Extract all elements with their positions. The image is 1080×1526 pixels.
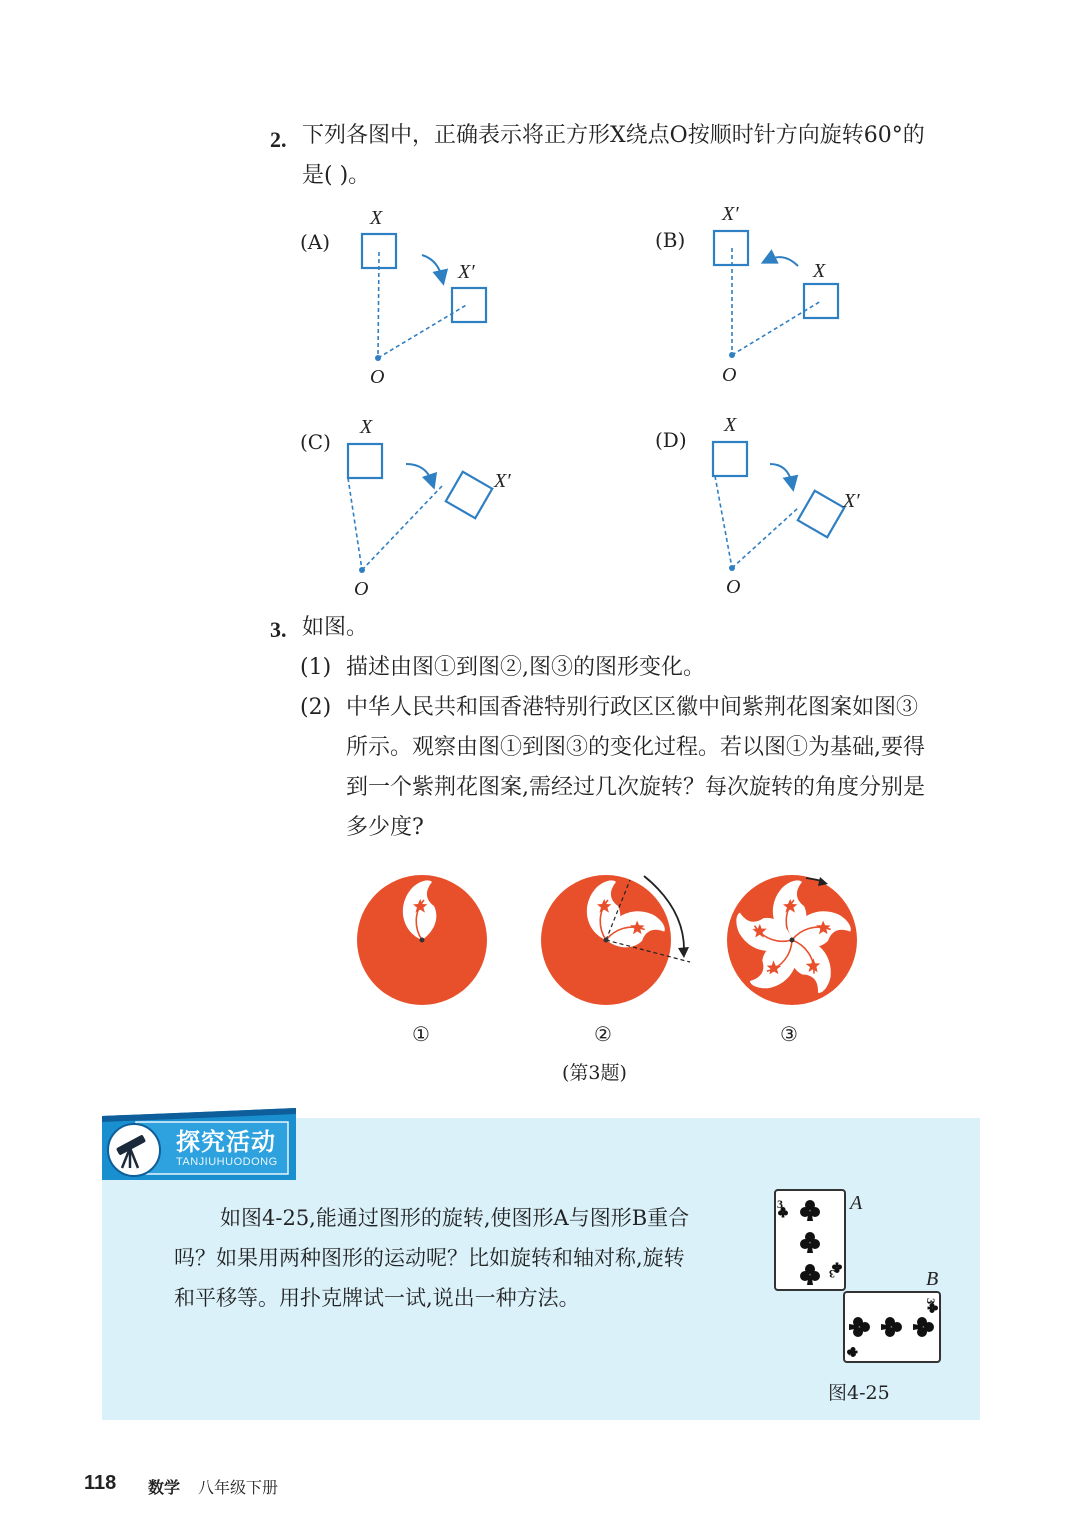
figure-3-circle [727,875,857,1005]
option-b-diagram [690,200,880,390]
figure-2-circle [541,875,690,1005]
rotation-arrow [406,464,432,482]
footer-subject: 数学 [148,1478,181,1497]
footer-grade: 八年级下册 [198,1478,279,1497]
card-b-rank-top: 3 [924,1298,938,1304]
q3-number: 3. [270,617,287,642]
q3-intro: 如图。 [302,615,369,640]
b-x-label: X [813,260,826,282]
b-xprime-label: X′ [722,203,739,225]
card-a-label: A [850,1192,863,1214]
activity-line1: 如图4-25,能通过图形的旋转,使图形A与图形B重合 [220,1206,690,1230]
q3-sub2-line2: 所示。观察由图①到图③的变化过程。若以图①为基础,要得 [346,735,925,760]
square-x-prime [714,231,748,265]
figure-caption: 图4-25 [828,1382,890,1404]
figure-2-label: ② [594,1022,612,1046]
d-o-label: O [726,576,741,598]
d-xprime-label: X′ [843,490,860,512]
card-b-rank-bottom: 3 [845,1350,859,1356]
option-c-label: (C) [300,430,331,454]
rotation-arrow [422,255,442,278]
q2-number: 2. [270,127,287,152]
q2-text-line2: 是( )。 [302,163,371,188]
activity-line2: 吗？如果用两种图形的运动呢？比如旋转和轴对称,旋转 [174,1246,685,1270]
option-a-label: (A) [300,230,331,254]
d-x-label: X [724,414,737,436]
point-o [359,567,365,573]
q3-caption: (第3题) [562,1062,627,1084]
option-b-label: (B) [655,228,686,252]
point-o [729,565,735,571]
activity-line3: 和平移等。用扑克牌试一试,说出一种方法。 [174,1286,580,1310]
c-xprime-label: X′ [494,470,511,492]
q3-sub2-line4: 多少度? [346,815,424,840]
figure-1-label: ① [412,1022,430,1046]
q3-sub1-text: 描述由图①到图②,图③的图形变化。 [346,655,705,680]
q3-sub2-line1: 中华人民共和国香港特别行政区区徽中间紫荆花图案如图③ [346,695,919,720]
a-o-label: O [370,366,385,388]
square-x-prime [798,491,844,537]
card-b-label: B [926,1268,939,1290]
q2-text-line1: 下列各图中，正确表示将正方形X绕点O按顺时针方向旋转60°的 [302,123,925,148]
option-a-diagram [330,200,530,390]
card-a-rank-top: 3 [777,1197,783,1211]
option-c-diagram [330,420,530,590]
card-a-rank-bottom: 3 [829,1267,835,1281]
q3-sub2-number: (2) [300,695,332,720]
c-x-label: X [360,416,373,438]
square-x [713,442,747,476]
activity-subtitle: TANJIUHUODONG [176,1156,278,1168]
point-o [729,352,735,358]
bauhinia-figures [340,860,880,1020]
rotation-arrow [770,464,792,484]
q3-sub1-number: (1) [300,655,332,680]
page-number: 118 [84,1472,117,1494]
b-o-label: O [722,364,737,386]
square-x-prime [446,472,492,518]
q3-sub2-line3: 到一个紫荆花图案,需经过几次旋转？每次旋转的角度分别是 [346,775,925,800]
figure-1-circle [357,875,487,1005]
a-xprime-label: X′ [458,261,475,283]
figure-3-label: ③ [780,1022,798,1046]
option-d-label: (D) [655,428,687,452]
a-x-label: X [370,207,383,229]
point-o [375,355,381,361]
rotation-arrow [768,257,798,266]
c-o-label: O [354,578,369,600]
square-x-prime [452,288,486,322]
activity-title: 探究活动 [176,1128,276,1156]
square-x [348,444,382,478]
